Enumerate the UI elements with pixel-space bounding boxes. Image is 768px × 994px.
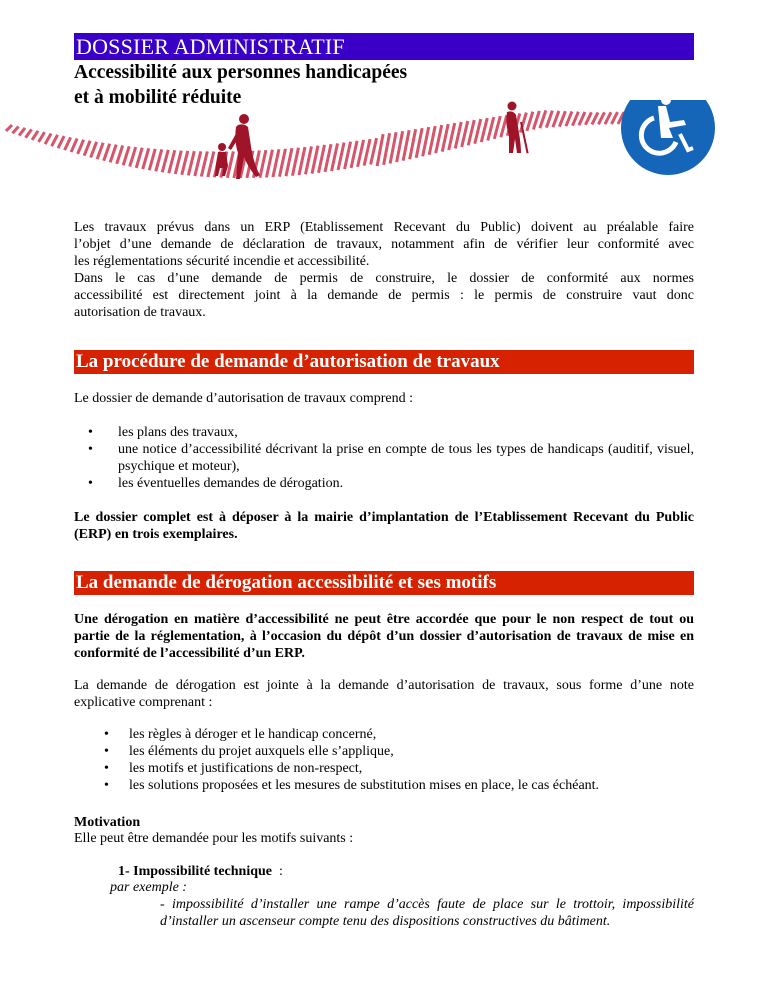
banner-stripe	[364, 139, 370, 166]
banner-stripe	[123, 146, 129, 165]
banner-stripe	[501, 115, 507, 137]
banner-stripe	[84, 141, 90, 156]
banner-stripe	[592, 112, 598, 124]
banner-stripe	[572, 112, 578, 126]
banner-stripe	[312, 146, 318, 174]
banner-stripe	[26, 129, 32, 137]
section1-bullet-list	[74, 424, 694, 492]
banner-stripe	[397, 131, 403, 162]
banner-stripe	[6, 125, 12, 131]
banner-stripe	[71, 139, 77, 153]
banner-stripe	[546, 111, 552, 128]
banner-stripe	[110, 145, 116, 163]
item1-colon: :	[272, 864, 283, 879]
item1-heading	[118, 863, 694, 880]
example-label: par exemple :	[110, 880, 187, 895]
banner-stripe	[273, 149, 279, 177]
intro-paragraph	[74, 219, 694, 321]
banner-stripe	[143, 148, 149, 169]
item1-title: 1- Impossibilité technique	[118, 864, 273, 879]
banner-stripe	[32, 131, 38, 140]
banner-stripe	[188, 151, 194, 175]
banner-stripe	[488, 117, 494, 140]
banner-stripe	[182, 151, 188, 175]
intro-line: accessibilité est directement joint à la demande de permis : le permis de construire vaut donc	[74, 288, 694, 303]
banner-stripe	[201, 151, 207, 176]
banner-stripe	[266, 150, 272, 178]
banner-stripe	[52, 135, 58, 146]
banner-stripe	[78, 140, 84, 154]
banner-stripe	[325, 144, 331, 172]
banner-stripe	[358, 140, 364, 167]
intro-line: autorisation de travaux.	[74, 305, 206, 320]
list-item: • les éventuelles demandes de dérogation.	[88, 476, 344, 491]
banner-stripe	[579, 112, 585, 125]
banner-stripe	[585, 112, 591, 124]
banner-stripe	[195, 151, 201, 176]
intro-line: les réglementations sécurité incendie et accessibilité.	[74, 254, 370, 269]
banner-stripe	[332, 143, 338, 171]
banner-stripe	[468, 120, 474, 145]
banner-stripe	[533, 111, 539, 129]
intro-line: Les travaux prévus dans un ERP (Etablissement Recevant du Public) doivent au préalable faire	[74, 220, 694, 235]
list-item: • une notice d’accessibilité décrivant la prise en compte de tous les types de handicaps (auditif, visuel, psychique et moteur),	[88, 442, 694, 474]
banner-stripe	[227, 151, 233, 177]
banner-stripe	[162, 150, 168, 172]
banner-stripe	[149, 149, 155, 170]
banner-stripe	[410, 129, 416, 159]
intro-line: Dans le cas d’une demande de permis de construire, le dossier de conformité aux normes	[74, 271, 694, 286]
banner-stripe	[292, 148, 298, 176]
section-heading-procedure: La procédure de demande d’autorisation de travaux	[74, 350, 694, 374]
banner-stripe	[39, 132, 45, 142]
banner-stripe	[45, 134, 51, 145]
banner-stripe	[423, 127, 429, 156]
banner-stripe	[351, 141, 357, 168]
banner-stripe	[136, 148, 142, 168]
banner-stripe	[475, 119, 481, 144]
banner-stripe	[208, 152, 214, 177]
list-item: • les éléments du projet auxquels elle s’applique,	[104, 744, 394, 759]
banner-stripes	[6, 110, 624, 178]
elderly-cane-icon	[506, 102, 528, 154]
banner-stripe	[540, 110, 546, 128]
motivation-title: Motivation	[74, 815, 141, 830]
banner-stripe	[319, 145, 325, 173]
banner-stripe	[299, 147, 305, 175]
list-item: • les solutions proposées et les mesures de substitution mises en place, le cas échéant.	[104, 778, 600, 793]
banner-stripe	[455, 122, 461, 149]
section-heading-derogation: La demande de dérogation accessibilité et ses motifs	[74, 571, 694, 595]
subtitle-line-1: Accessibilité aux personnes handicapées	[74, 62, 408, 83]
banner-stripe	[91, 142, 97, 158]
banner-stripe	[462, 121, 468, 147]
banner-stripe	[65, 137, 71, 150]
banner-stripe	[416, 128, 422, 158]
banner-stripe	[104, 144, 110, 161]
example-text: - impossibilité d’installer une rampe d’accès faute de place sur le trottoir, impossibilité d’installer un ascenseur compte tenu des dispositions constructives du bâtiment.	[160, 897, 694, 929]
banner-stripe	[286, 148, 292, 176]
section2-lead: La demande de dérogation est jointe à la demande d’autorisation de travaux, sous forme d’une note explicative comprenant :	[74, 678, 694, 710]
banner-stripe	[338, 143, 344, 170]
banner-stripe	[559, 111, 565, 126]
banner-stripe	[371, 138, 377, 164]
banner-stripe	[403, 130, 409, 161]
banner-stripe	[13, 126, 19, 133]
banner-stripe	[384, 133, 390, 165]
banner-stripe	[156, 149, 162, 171]
banner-stripe	[429, 126, 435, 155]
banner-stripe	[494, 116, 500, 139]
banner-stripe	[279, 149, 285, 177]
section2-bullet-list	[74, 726, 694, 794]
document-title: DOSSIER ADMINISTRATIF	[74, 33, 694, 60]
banner-stripe	[345, 142, 351, 169]
banner-stripe	[527, 112, 533, 131]
motivation-lead: Elle peut être demandée pour les motifs suivants :	[74, 831, 354, 846]
banner-stripe	[442, 124, 448, 152]
banner-illustration	[0, 100, 768, 200]
banner-stripe	[605, 112, 611, 124]
banner-stripe	[390, 132, 396, 163]
wheelchair-accessibility-icon	[621, 100, 715, 175]
banner-stripe	[58, 136, 64, 148]
banner-stripe	[117, 145, 123, 163]
intro-line: l’objet d’une demande de déclaration de travaux, notamment afin de vérifier leur conformité avec	[74, 237, 694, 252]
banner-stripe	[130, 147, 136, 167]
section2-bold-intro: Une dérogation en matière d’accessibilité ne peut être accordée que pour le non respect de tout ou partie de la réglementation, à l’occasion du dépôt d’un dossier d’autorisation de travaux de mise en conformité de l’accessibilité d’un ERP.	[74, 612, 694, 661]
list-item: • les plans des travaux,	[88, 425, 238, 440]
section1-note: Le dossier complet est à déposer à la mairie d’implantation de l’Etablissement Recevant du Public (ERP) en trois exemplaires.	[74, 510, 694, 542]
banner-stripe	[97, 143, 103, 159]
subtitle-line-2: et à mobilité réduite	[74, 87, 242, 108]
banner-stripe	[553, 111, 559, 127]
banner-stripe	[260, 150, 266, 178]
banner-stripe	[611, 112, 617, 124]
banner-stripe	[305, 146, 311, 174]
banner-stripe	[598, 112, 604, 124]
banner-stripe	[436, 125, 442, 153]
list-item: • les règles à déroger et le handicap concerné,	[104, 727, 377, 742]
banner-stripe	[566, 111, 572, 126]
banner-stripe	[377, 134, 383, 166]
banner-stripe	[449, 123, 455, 150]
list-item: • les motifs et justifications de non-respect,	[104, 761, 363, 776]
banner-stripe	[19, 128, 25, 136]
section1-lead: Le dossier de demande d’autorisation de travaux comprend :	[74, 391, 413, 406]
banner-stripe	[175, 151, 181, 174]
banner-stripe	[481, 118, 487, 142]
banner-stripe	[169, 150, 175, 173]
